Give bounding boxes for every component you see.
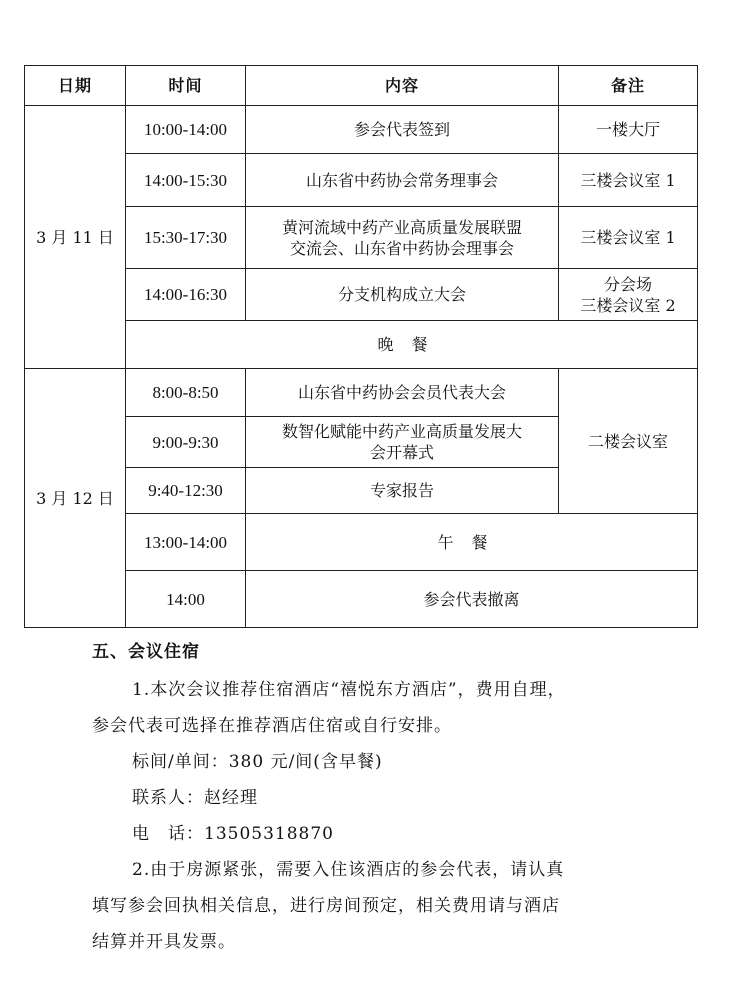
content-cell (246, 417, 559, 468)
header-time: 时间 (126, 66, 246, 106)
header-content: 内容 (246, 66, 559, 106)
content-cell: 参会代表签到 (246, 106, 559, 154)
content-cell: 分支机构成立大会 (246, 269, 559, 321)
content-cell: 专家报告 (246, 468, 559, 514)
paragraph-line: 结算并开具发票。 (92, 932, 236, 952)
content-cell: 山东省中药协会会员代表大会 (246, 369, 559, 417)
time-cell: 14:00-16:30 (126, 269, 246, 321)
phone-line: 电 话：13505318870 (132, 824, 334, 844)
lunch-cell: 午餐 (246, 514, 698, 571)
note-cell: 三楼会议室 1 (559, 207, 698, 269)
paragraph-line: 参会代表可选择在推荐酒店住宿或自行安排。 (92, 716, 452, 736)
header-note: 备注 (559, 66, 698, 106)
paragraph-line: 2.由于房源紧张，需要入住该酒店的参会代表，请认真 (132, 860, 565, 880)
price-line: 标间/单间：380 元/间(含早餐) (132, 752, 383, 772)
time-cell: 9:00-9:30 (126, 417, 246, 468)
table-header-row (25, 66, 698, 106)
contact-line: 联系人：赵经理 (132, 788, 258, 808)
note-cell: 一楼大厅 (559, 106, 698, 154)
paragraph-line: 填写参会回执相关信息，进行房间预定，相关费用请与酒店 (92, 896, 560, 916)
table-row (25, 207, 698, 269)
content-line: 交流会、山东省中药协会理事会 (289, 238, 514, 258)
merged-note-cell: 二楼会议室 (559, 369, 698, 514)
content-cell (246, 207, 559, 269)
header-date: 日期 (25, 66, 126, 106)
schedule-table (24, 65, 698, 628)
note-line: 分会场 (603, 274, 652, 294)
section-title: 五、会议住宿 (92, 642, 200, 662)
dinner-cell: 晚餐 (126, 321, 698, 369)
content-line: 会开幕式 (369, 443, 434, 462)
content-cell: 山东省中药协会常务理事会 (246, 154, 559, 207)
time-cell: 14:00-15:30 (126, 154, 246, 207)
note-cell: 三楼会议室 1 (559, 154, 698, 207)
table-row (25, 369, 698, 417)
content-cell: 参会代表撤离 (246, 571, 698, 628)
note-line: 三楼会议室 2 (580, 295, 676, 315)
table-row (25, 321, 698, 369)
note-cell (559, 269, 698, 321)
table-row (25, 514, 698, 571)
time-cell: 14:00 (126, 571, 246, 628)
table-row (25, 269, 698, 321)
date-cell-day1: 3 月 11 日 (25, 106, 126, 369)
time-cell: 13:00-14:00 (126, 514, 246, 571)
time-cell: 15:30-17:30 (126, 207, 246, 269)
content-line: 数智化赋能中药产业高质量发展大 (281, 422, 522, 441)
content-line: 黄河流域中药产业高质量发展联盟 (281, 217, 522, 237)
table-row (25, 154, 698, 207)
time-cell: 10:00-14:00 (126, 106, 246, 154)
table-row (25, 106, 698, 154)
paragraph-line: 1.本次会议推荐住宿酒店“禧悦东方酒店”，费用自理， (132, 680, 566, 700)
date-cell-day2: 3 月 12 日 (25, 369, 126, 628)
time-cell: 8:00-8:50 (126, 369, 246, 417)
time-cell: 9:40-12:30 (126, 468, 246, 514)
table-row (25, 571, 698, 628)
